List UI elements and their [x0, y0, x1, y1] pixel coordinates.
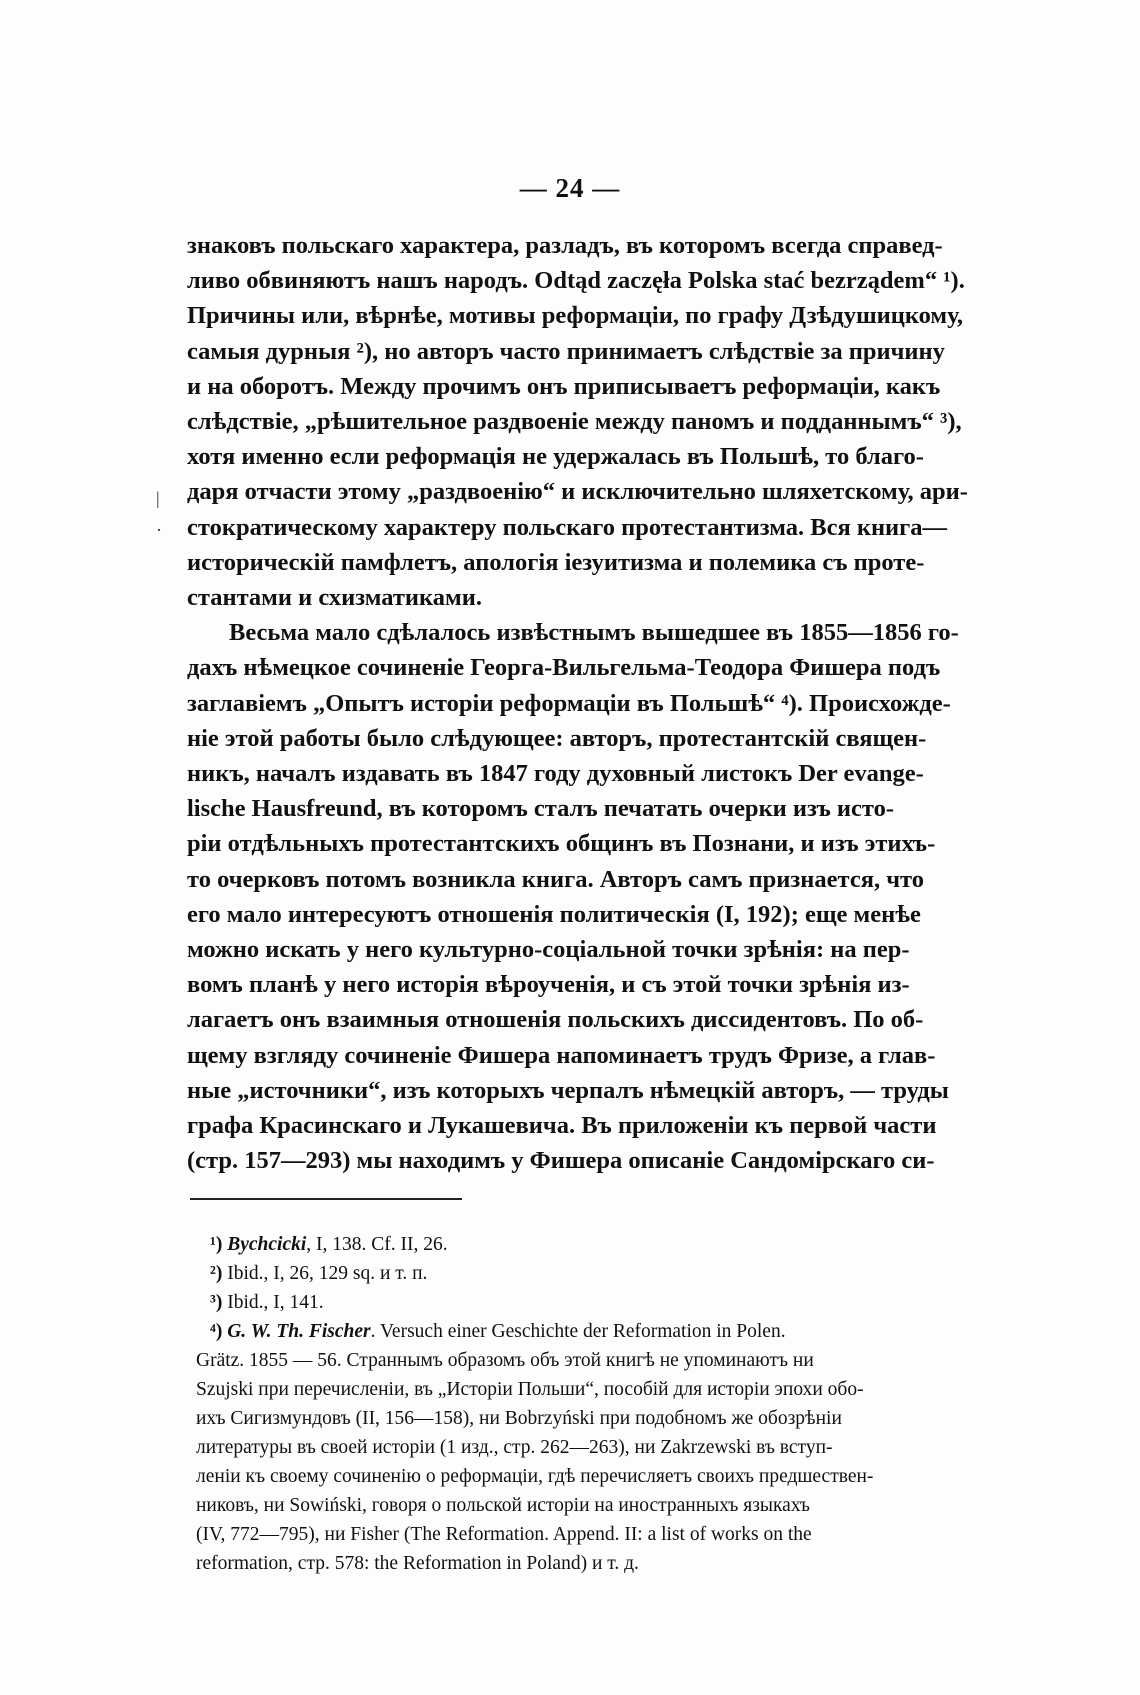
paragraph-line: заглавіемъ „Опытъ исторіи реформаціи въ Польшѣ“ ⁴). Происхожде- — [187, 689, 951, 717]
footnote-text: Ibid., I, 26, 129 sq. и т. п. — [227, 1263, 428, 1284]
footnote-marker: ¹) — [210, 1234, 223, 1255]
paragraph-line: (стр. 157—293) мы находимъ у Фишера описаніе Сандомірскаго си- — [187, 1147, 935, 1175]
paragraph-1 — [187, 228, 1047, 615]
paragraph-2 — [187, 615, 1047, 1178]
paragraph-line: Причины или, вѣрнѣе, мотивы реформаціи, по графу Дзѣдушицкому, — [187, 302, 964, 330]
margin-mark: | — [156, 488, 160, 508]
paragraph-line: щему взгляду сочиненіе Фишера напоминаетъ трудъ Фризе, а глав- — [187, 1041, 936, 1069]
footnote-line: . Versuch einer Geschichte der Reformation in Polen. — [370, 1321, 786, 1342]
main-text — [187, 228, 1047, 1178]
paragraph-line: лагаетъ онъ взаимныя отношенія польскихъ диссидентовъ. По об- — [187, 1006, 924, 1034]
paragraph-line: Весьма мало сдѣлалось извѣстнымъ вышедшее въ 1855—1856 го- — [229, 619, 959, 647]
footnote-separator — [190, 1198, 462, 1200]
paragraph-line: стократическому характеру польскаго протестантизма. Вся книга— — [187, 513, 948, 541]
paragraph-line: можно искать у него культурно-соціальной точки зрѣнія: на пер- — [187, 936, 910, 964]
footnote-2 — [196, 1259, 1048, 1288]
footnote-line: ихъ Сигизмундовъ (II, 156—158), ни Bobrzyński при подобномъ же обозрѣніи — [196, 1408, 842, 1429]
footnote-text: , I, 138. Cf. II, 26. — [306, 1234, 448, 1255]
paragraph-line: знаковъ польскаго характера, разладъ, въ которомъ всегда справед- — [187, 232, 943, 259]
paragraph-line: самыя дурныя ²), но авторъ часто принимаетъ слѣдствіе за причину — [187, 337, 945, 365]
footnote-marker: ²) — [210, 1263, 223, 1284]
paragraph-line: lische Hausfreund, въ которомъ сталъ печатать очерки изъ исто- — [187, 795, 894, 823]
paragraph-line: ные „источники“, изъ которыхъ черпалъ нѣмецкій авторъ, — труды — [187, 1076, 949, 1104]
paragraph-line: ріи отдѣльныхъ протестантскихъ общинъ въ Познани, и изъ этихъ- — [187, 830, 936, 858]
paragraph-line: ливо обвиняютъ нашъ народъ. Odtąd zaczęła Polska stać bezrządem“ ¹). — [187, 267, 965, 295]
footnote-author: Bychcicki — [227, 1234, 307, 1255]
footnote-3 — [196, 1288, 1048, 1317]
footnote-line: Szujski при перечисленіи, въ „Исторіи Польши“, пособій для исторіи эпохи обо- — [196, 1379, 864, 1400]
footnote-line: леніи къ своему сочиненію о реформаціи, гдѣ перечисляетъ своихъ предшествен- — [196, 1466, 874, 1487]
paragraph-line: ніе этой работы было слѣдующее: авторъ, протестантскій священ- — [187, 724, 927, 752]
footnote-marker: ⁴) — [210, 1321, 228, 1342]
footnote-author: G. W. Th. Fischer — [227, 1321, 371, 1342]
paragraph-line: дахъ нѣмецкое сочиненіе Георга-Вильгельма-Теодора Фишера подъ — [187, 654, 941, 682]
page-number: — 24 — — [519, 173, 621, 203]
footnote-1 — [196, 1230, 1048, 1259]
footnote-line: литературы въ своей исторіи (1 изд., стр. 262—263), ни Zakrzewski въ вступ- — [196, 1437, 833, 1458]
paragraph-line: его мало интересуютъ отношенія политическія (I, 192); еще менѣе — [187, 900, 921, 928]
footnote-line: (IV, 772—795), ни Fisher (The Reformation. Append. II: a list of works on the — [196, 1524, 812, 1545]
footnote-text: Ibid., I, 141. — [227, 1292, 324, 1313]
footnote-line: Grätz. 1855 — 56. Страннымъ образомъ объ этой книгѣ не упоминаютъ ни — [196, 1350, 814, 1371]
margin-mark: · — [156, 520, 162, 540]
paragraph-line: графа Красинскаго и Лукашевича. Въ приложеніи къ первой части — [187, 1112, 937, 1140]
footnote-line: никовъ, ни Sowiński, говоря о польской исторіи на иностранныхъ языкахъ — [196, 1495, 810, 1516]
paragraph-line: то очерковъ потомъ возникла книга. Авторъ самъ признается, что — [187, 865, 924, 893]
paragraph-line: стантами и схизматиками. — [187, 584, 482, 612]
footnote-line: reformation, стр. 578: the Reformation in Poland) и т. д. — [196, 1553, 639, 1574]
paragraph-line: хотя именно если реформація не удержалась въ Польшѣ, то благо- — [187, 443, 924, 471]
footnotes — [196, 1230, 1048, 1578]
paragraph-line: вомъ планѣ у него исторія вѣроученія, и съ этой точки зрѣнія из- — [187, 971, 910, 999]
footnote-4 — [196, 1317, 1048, 1578]
footnote-marker: ³) — [210, 1292, 223, 1313]
paragraph-line: слѣдствіе, „рѣшительное раздвоеніе между паномъ и подданнымъ“ ³), — [187, 408, 962, 436]
paragraph-line: и на оборотъ. Между прочимъ онъ приписываетъ реформаціи, какъ — [187, 372, 941, 400]
paragraph-line: историческій памфлетъ, апологія іезуитизма и полемика съ проте- — [187, 548, 925, 576]
paragraph-line: даря отчасти этому „раздвоенію“ и исключительно шляхетскому, ари- — [187, 478, 968, 506]
paragraph-line: никъ, началъ издавать въ 1847 году духовный листокъ Der evange- — [187, 760, 924, 788]
